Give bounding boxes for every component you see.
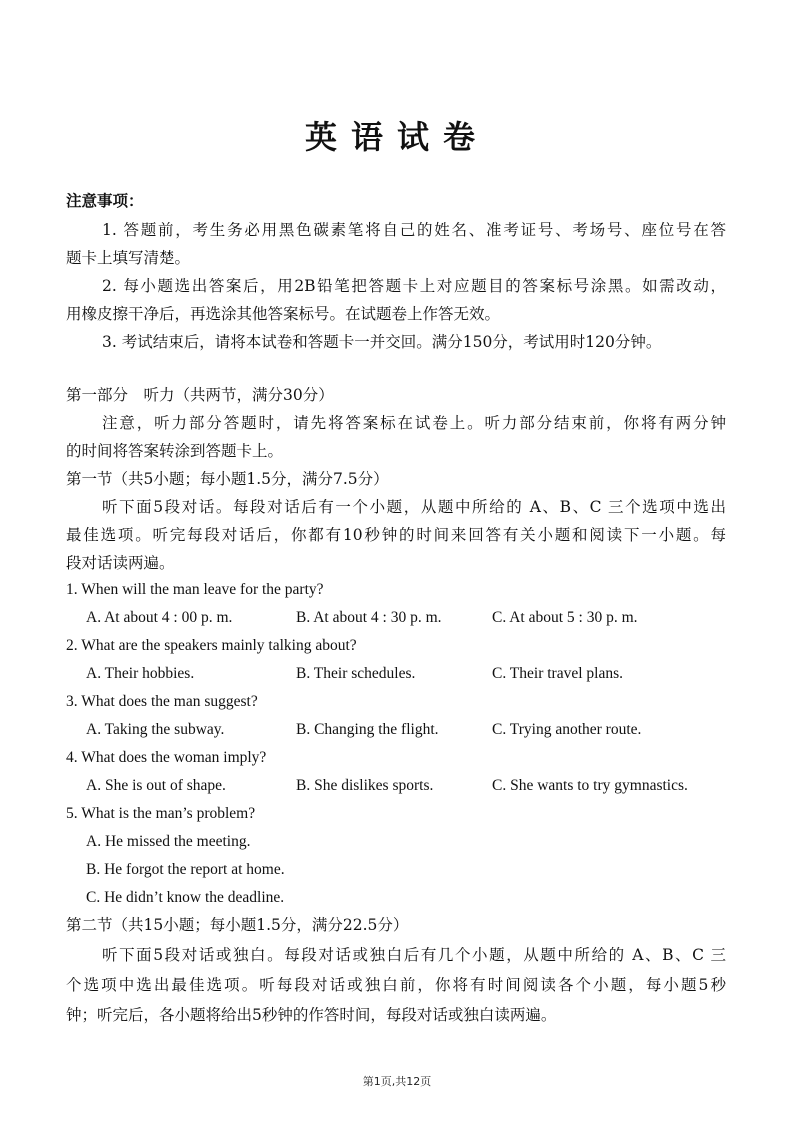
question-2-option-b: B. Their schedules. bbox=[296, 665, 416, 682]
question-3-option-b: B. Changing the flight. bbox=[296, 721, 439, 738]
section2-intro-line-1: 听下面5段对话或独白。每段对话或独白后有几个小题，从题中所给的 A、B、C 三 bbox=[102, 946, 726, 964]
part1-intro-line-1: 注意，听力部分答题时，请先将答案标在试卷上。听力部分结束前，你将有两分钟 bbox=[102, 414, 726, 432]
question-1-stem: 1. When will the man leave for the party? bbox=[66, 581, 324, 598]
question-2-stem: 2. What are the speakers mainly talking about? bbox=[66, 637, 357, 654]
section2-heading: 第二节（共15小题；每小题1.5分，满分22.5分） bbox=[66, 916, 409, 934]
question-5-stem: 5. What is the man’s problem? bbox=[66, 805, 256, 822]
notice-item-2-line-2: 用橡皮擦干净后，再选涂其他答案标号。在试题卷上作答无效。 bbox=[66, 305, 501, 323]
page-title: 英语试卷 bbox=[304, 118, 489, 156]
question-1-option-b: B. At about 4 : 30 p. m. bbox=[296, 609, 442, 626]
section2-intro-line-2: 个选项中选出最佳选项。听每段对话或独白前，你将有时间阅读各个小题，每小题5秒 bbox=[66, 976, 726, 994]
question-2-option-a: A. Their hobbies. bbox=[86, 665, 195, 682]
question-5-option-b: B. He forgot the report at home. bbox=[86, 861, 285, 878]
question-1-option-c: C. At about 5 : 30 p. m. bbox=[492, 609, 638, 626]
section1-heading: 第一节（共5小题；每小题1.5分，满分7.5分） bbox=[66, 470, 389, 488]
notice-item-1-line-2: 题卡上填写清楚。 bbox=[66, 249, 191, 267]
question-4-stem: 4. What does the woman imply? bbox=[66, 749, 267, 766]
section1-intro-line-1: 听下面5段对话。每段对话后有一个小题，从题中所给的 A、B、C 三个选项中选出 bbox=[102, 498, 726, 516]
question-5-option-c: C. He didn’t know the deadline. bbox=[86, 889, 285, 906]
notice-heading: 注意事项： bbox=[66, 191, 144, 210]
question-4-option-c: C. She wants to try gymnastics. bbox=[492, 777, 688, 794]
page-number-footer: 第1页,共12页 bbox=[362, 1075, 432, 1088]
question-4-option-b: B. She dislikes sports. bbox=[296, 777, 434, 794]
section1-intro-line-3: 段对话读两遍。 bbox=[66, 554, 175, 572]
question-1-option-a: A. At about 4 : 00 p. m. bbox=[86, 609, 233, 626]
question-4-option-a: A. She is out of shape. bbox=[86, 777, 226, 794]
question-5-option-a: A. He missed the meeting. bbox=[86, 833, 251, 850]
section1-intro-line-2: 最佳选项。听完每段对话后，你都有10秒钟的时间来回答有关小题和阅读下一小题。每 bbox=[66, 526, 726, 544]
question-3-option-c: C. Trying another route. bbox=[492, 721, 642, 738]
part1-intro-line-2: 的时间将答案转涂到答题卡上。 bbox=[66, 442, 284, 460]
notice-item-2-line-1: 2. 每小题选出答案后，用2B铅笔把答题卡上对应题目的答案标号涂黑。如需改动， bbox=[102, 277, 726, 295]
notice-item-3: 3. 考试结束后，请将本试卷和答题卡一并交回。满分150分，考试用时120分钟。 bbox=[102, 333, 662, 351]
notice-item-1-line-1: 1. 答题前，考生务必用黑色碳素笔将自己的姓名、准考证号、考场号、座位号在答 bbox=[102, 221, 726, 239]
section2-intro-line-3: 钟；听完后，各小题将给出5秒钟的作答时间，每段对话或独白读两遍。 bbox=[66, 1006, 557, 1024]
question-3-stem: 3. What does the man suggest? bbox=[66, 693, 258, 710]
part1-heading: 第一部分 听力（共两节，满分30分） bbox=[66, 386, 334, 404]
question-2-option-c: C. Their travel plans. bbox=[492, 665, 624, 682]
question-3-option-a: A. Taking the subway. bbox=[86, 721, 225, 738]
